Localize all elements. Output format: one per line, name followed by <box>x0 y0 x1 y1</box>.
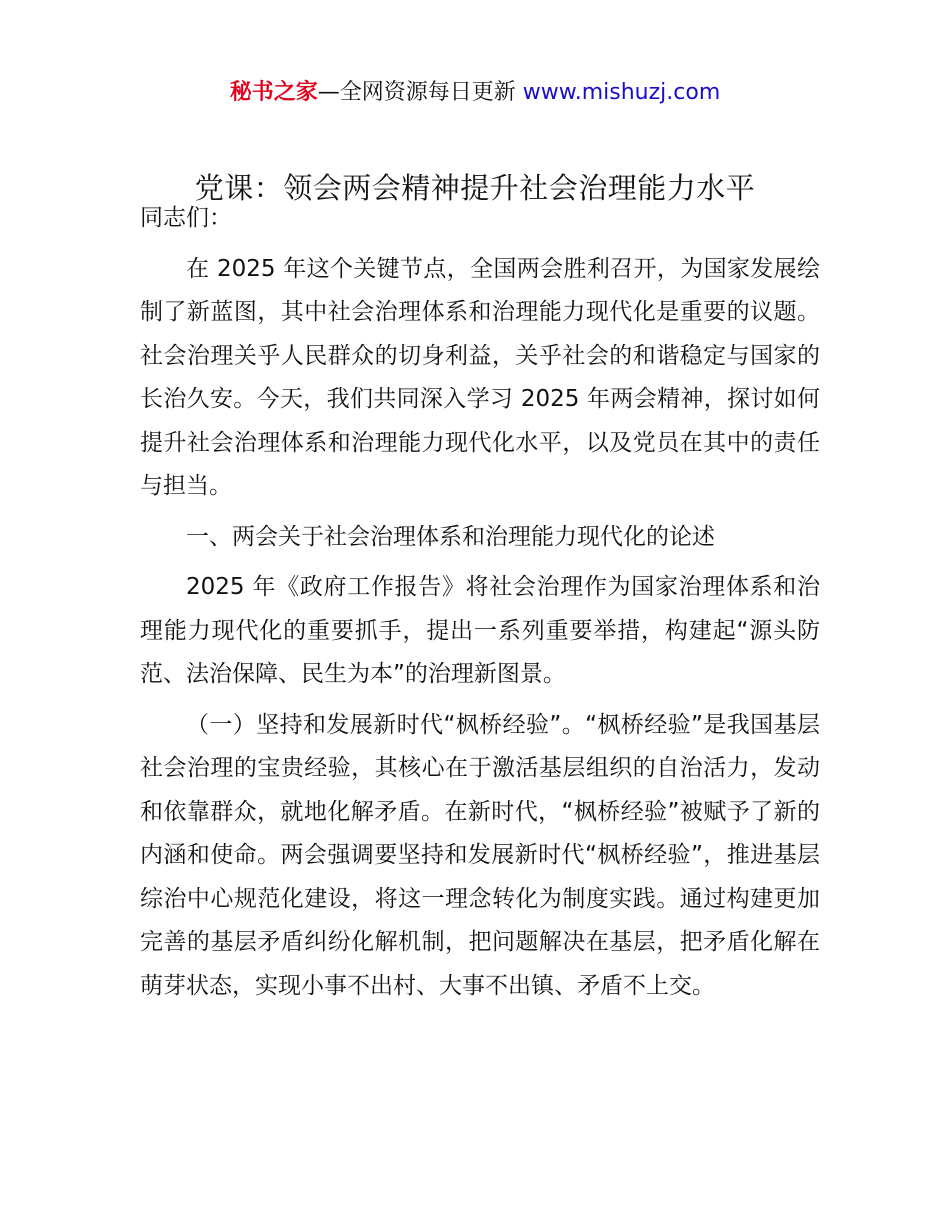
site-brand: 秘书之家 <box>229 80 318 105</box>
body-paragraph-intro: 在 2025 年这个关键节点，全国两会胜利召开，为国家发展绘制了新蓝图，其中社会治理体系和治理能力现代化是重要的议题。社会治理关乎人民群众的切身利益，关乎社会的和谐稳定与国家的长治久安。今天，我们共同深入学习 2025 年两会精神，探讨如何提升社会治理体系和治理能力现代化水平，以及党员在其中的责任与担当。 <box>140 255 820 499</box>
document-body <box>140 197 820 1008</box>
site-url-link[interactable]: www.mishuzj.com <box>522 80 721 105</box>
salutation: 同志们： <box>140 205 232 231</box>
site-tagline: —全网资源每日更新 <box>317 80 523 105</box>
document-title: 党课：领会两会精神提升社会治理能力水平 <box>194 171 756 205</box>
section-heading-1: 一、两会关于社会治理体系和治理能力现代化的论述 <box>186 523 715 550</box>
body-paragraph-report: 2025 年《政府工作报告》将社会治理作为国家治理体系和治理能力现代化的重要抓手，提出一系列重要举措，构建起“源头防范、法治保障、民生为本”的治理新图景。 <box>140 574 820 687</box>
body-paragraph-fengqiao: （一）坚持和发展新时代“枫桥经验”。“枫桥经验”是我国基层社会治理的宝贵经验，其核心在于激活基层组织的自治活力，发动和依靠群众，就地化解矛盾。在新时代，“枫桥经验”被赋予了新的内涵和使命。两会强调要坚持和发展新时代“枫桥经验”，推进基层综治中心规范化建设，将这一理念转化为制度实践。通过构建更加完善的基层矛盾纠纷化解机制，把问题解决在基层，把矛盾化解在萌芽状态，实现小事不出村、大事不出镇、矛盾不上交。 <box>140 711 820 999</box>
site-header <box>0 78 950 108</box>
